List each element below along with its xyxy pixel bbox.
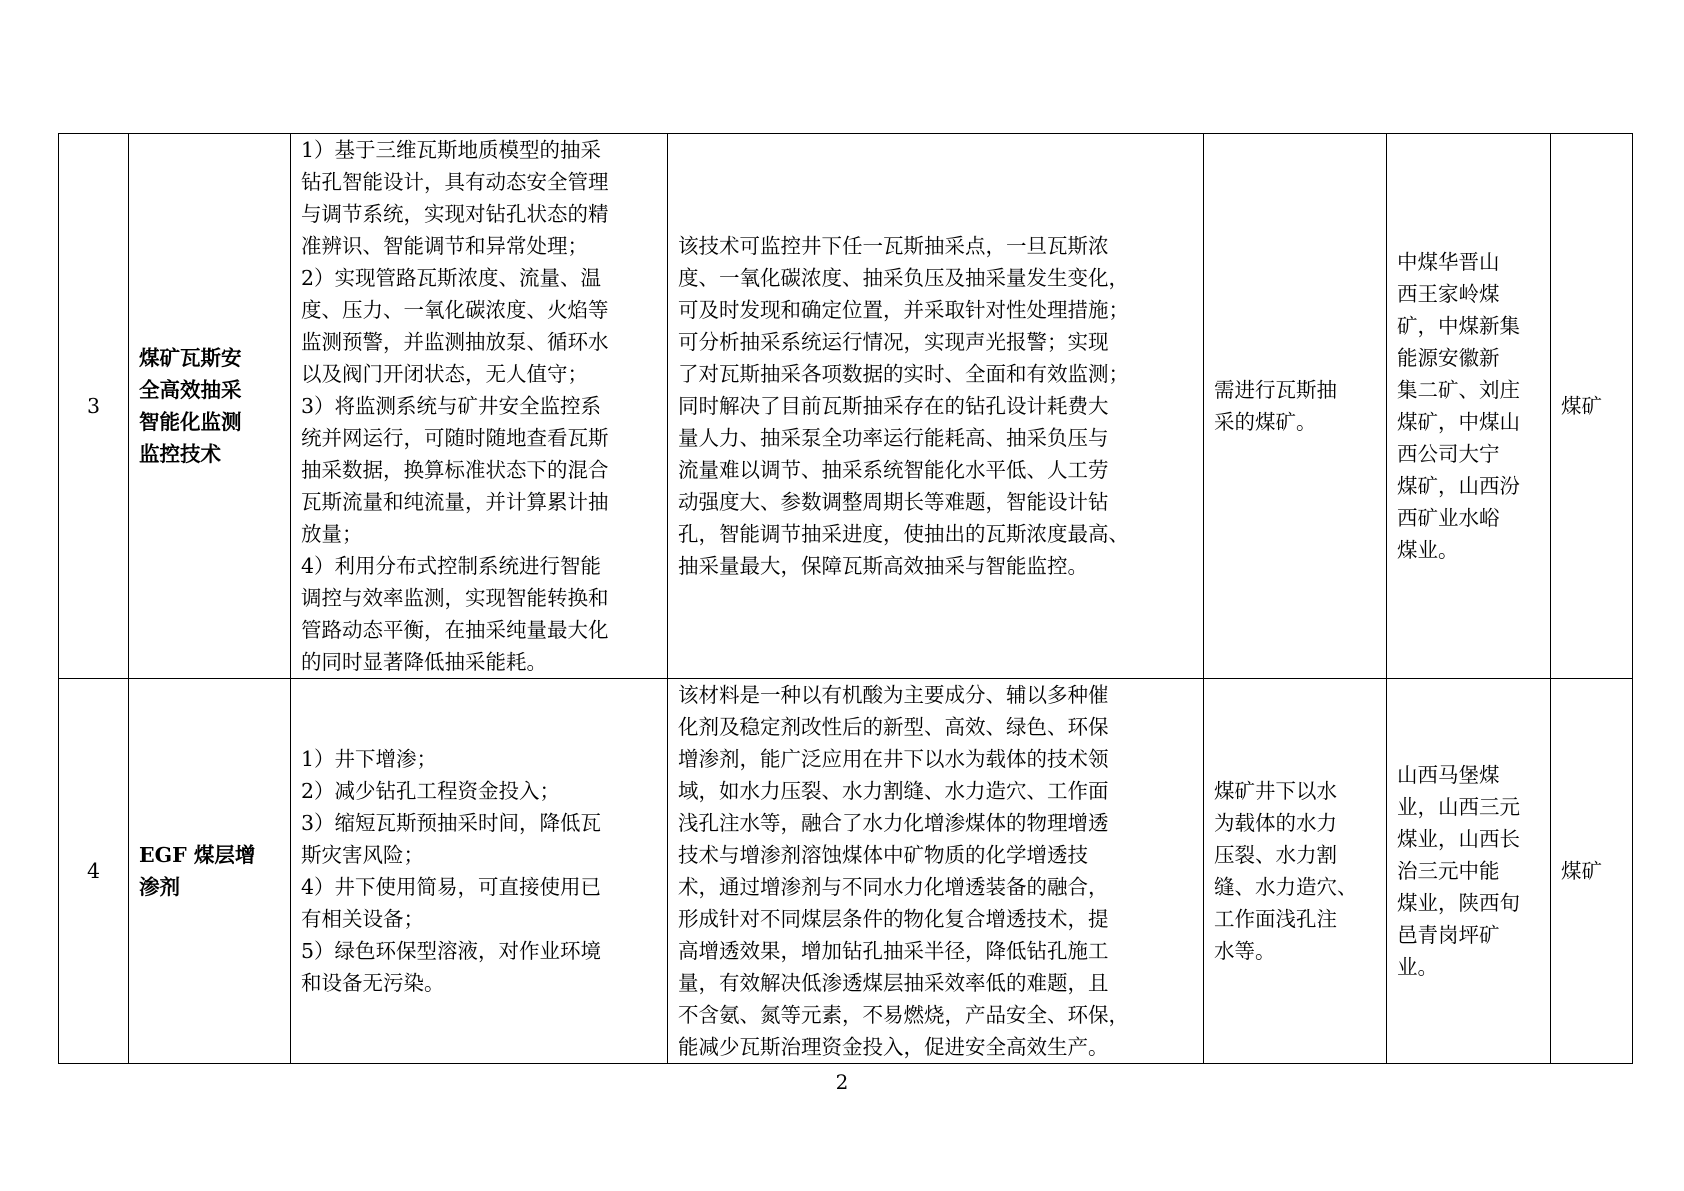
- text-line: 高增透效果，增加钻孔抽采半径，降低钻孔施工: [678, 939, 1109, 963]
- text-line: 调控与效率监测，实现智能转换和: [301, 586, 609, 610]
- text-line: 增渗剂，能广泛应用在井下以水为载体的技术领: [678, 747, 1109, 771]
- text-line: 煤业，陕西旬: [1397, 891, 1520, 915]
- application-cases: [1387, 134, 1551, 679]
- text-line: 不含氨、氮等元素，不易燃烧，产品安全、环保，: [678, 1003, 1129, 1027]
- text-line: 为载体的水力: [1214, 811, 1337, 835]
- application-cases: [1387, 679, 1551, 1064]
- text-line: 可分析抽采系统运行情况，实现声光报警；实现: [678, 330, 1109, 354]
- text-line: 抽采数据，换算标准状态下的混合: [301, 458, 609, 482]
- text-line: 量，有效解决低渗透煤层抽采效率低的难题，且: [678, 971, 1109, 995]
- text-line: 统并网运行，可随时随地查看瓦斯: [301, 426, 609, 450]
- technology-features: [291, 134, 668, 679]
- text-line: 能源安徽新: [1397, 346, 1500, 370]
- table-row: [59, 134, 1633, 679]
- application-scope: [1204, 679, 1387, 1064]
- text-line: 西公司大宁: [1397, 442, 1500, 466]
- text-line: 煤业，山西长: [1397, 827, 1520, 851]
- text-line: 和设备无污染。: [301, 971, 445, 995]
- text-line: 斯灾害风险；: [301, 843, 424, 867]
- text-line: 西矿业水峪: [1397, 506, 1500, 530]
- text-line: 形成针对不同煤层条件的物化复合增透技术，提: [678, 907, 1109, 931]
- text-line: 业。: [1397, 955, 1438, 979]
- text-line: 该技术可监控井下任一瓦斯抽采点，一旦瓦斯浓: [678, 234, 1109, 258]
- text-line: 3）将监测系统与矿井安全监控系: [301, 394, 602, 418]
- text-line: 同时解决了目前瓦斯抽采存在的钻孔设计耗费大: [678, 394, 1109, 418]
- text-line: 流量难以调节、抽采系统智能化水平低、人工劳: [678, 458, 1109, 482]
- text-line: 3）缩短瓦斯预抽采时间，降低瓦: [301, 811, 602, 835]
- text-line: 邑青岗坪矿: [1397, 923, 1500, 947]
- text-line: 1）基于三维瓦斯地质模型的抽采: [301, 138, 602, 162]
- text-line: 孔，智能调节抽采进度，使抽出的瓦斯浓度最高、: [678, 522, 1129, 546]
- text-line: 能减少瓦斯治理资金投入，促进安全高效生产。: [678, 1035, 1109, 1059]
- text-line: 煤矿井下以水: [1214, 779, 1337, 803]
- text-line: 管路动态平衡，在抽采纯量最大化: [301, 618, 609, 642]
- text-line: 4）利用分布式控制系统进行智能: [301, 554, 602, 578]
- row-number: 3: [59, 134, 129, 679]
- text-line: 压裂、水力割: [1214, 843, 1337, 867]
- table-row: [59, 679, 1633, 1064]
- text-line: 放量；: [301, 522, 363, 546]
- page-number: 2: [835, 1070, 849, 1094]
- text-line: 该材料是一种以有机酸为主要成分、辅以多种催: [678, 683, 1109, 707]
- text-line: 化剂及稳定剂改性后的新型、高效、绿色、环保: [678, 715, 1109, 739]
- text-line: 的同时显著降低抽采能耗。: [301, 650, 547, 674]
- text-line: 水等。: [1214, 939, 1276, 963]
- text-line: 以及阀门开闭状态，无人值守；: [301, 362, 588, 386]
- text-line: 量人力、抽采泵全功率运行能耗高、抽采负压与: [678, 426, 1109, 450]
- text-line: 度、压力、一氧化碳浓度、火焰等: [301, 298, 609, 322]
- text-line: 业，山西三元: [1397, 795, 1520, 819]
- text-line: 域，如水力压裂、水力割缝、水力造穴、工作面: [678, 779, 1109, 803]
- text-line: 1）井下增渗；: [301, 747, 438, 771]
- text-line: 动强度大、参数调整周期长等难题，智能设计钻: [678, 490, 1109, 514]
- text-line: 煤矿瓦斯安: [139, 346, 242, 370]
- technology-features: [291, 679, 668, 1064]
- text-line: 2）实现管路瓦斯浓度、流量、温: [301, 266, 602, 290]
- text-line: 山西马堡煤: [1397, 763, 1500, 787]
- technology-description: [668, 134, 1204, 679]
- text-line: 浅孔注水等，融合了水力化增渗煤体的物理增透: [678, 811, 1109, 835]
- technology-table: [58, 133, 1633, 1064]
- text-line: 准辨识、智能调节和异常处理；: [301, 234, 588, 258]
- text-line: 4）井下使用简易，可直接使用已: [301, 875, 602, 899]
- text-line: 治三元中能: [1397, 859, 1500, 883]
- text-line: 5）绿色环保型溶液，对作业环境: [301, 939, 602, 963]
- text-line: 煤矿，中煤山: [1397, 410, 1520, 434]
- text-line: 有相关设备；: [301, 907, 424, 931]
- text-line: 集二矿、刘庄: [1397, 378, 1520, 402]
- industry: 煤矿: [1551, 679, 1633, 1064]
- text-line: 需进行瓦斯抽: [1214, 378, 1337, 402]
- text-line: 技术与增渗剂溶蚀煤体中矿物质的化学增透技: [678, 843, 1088, 867]
- text-line: 钻孔智能设计，具有动态安全管理: [301, 170, 609, 194]
- technology-name: [129, 134, 291, 679]
- text-line: EGF 煤层增: [139, 843, 256, 867]
- application-scope: [1204, 134, 1387, 679]
- text-line: 度、一氧化碳浓度、抽采负压及抽采量发生变化，: [678, 266, 1129, 290]
- text-line: 缝、水力造穴、: [1214, 875, 1358, 899]
- text-line: 监控技术: [139, 442, 221, 466]
- text-line: 采的煤矿。: [1214, 410, 1317, 434]
- text-line: 可及时发现和确定位置，并采取针对性处理措施；: [678, 298, 1129, 322]
- row-number: 4: [59, 679, 129, 1064]
- industry: 煤矿: [1551, 134, 1633, 679]
- text-line: 西王家岭煤: [1397, 282, 1500, 306]
- text-line: 工作面浅孔注: [1214, 907, 1337, 931]
- text-line: 术，通过增渗剂与不同水力化增透装备的融合，: [678, 875, 1109, 899]
- technology-name: [129, 679, 291, 1064]
- text-line: 煤矿，山西汾: [1397, 474, 1520, 498]
- text-line: 煤业。: [1397, 538, 1459, 562]
- text-line: 矿，中煤新集: [1397, 314, 1520, 338]
- text-line: 了对瓦斯抽采各项数据的实时、全面和有效监测；: [678, 362, 1129, 386]
- text-line: 抽采量最大，保障瓦斯高效抽采与智能监控。: [678, 554, 1088, 578]
- text-line: 与调节系统，实现对钻孔状态的精: [301, 202, 609, 226]
- text-line: 智能化监测: [139, 410, 242, 434]
- text-line: 渗剂: [139, 875, 180, 899]
- text-line: 2）减少钻孔工程资金投入；: [301, 779, 561, 803]
- technology-description: [668, 679, 1204, 1064]
- text-line: 全高效抽采: [139, 378, 242, 402]
- text-line: 中煤华晋山: [1397, 250, 1500, 274]
- text-line: 瓦斯流量和纯流量，并计算累计抽: [301, 490, 609, 514]
- text-line: 监测预警，并监测抽放泵、循环水: [301, 330, 609, 354]
